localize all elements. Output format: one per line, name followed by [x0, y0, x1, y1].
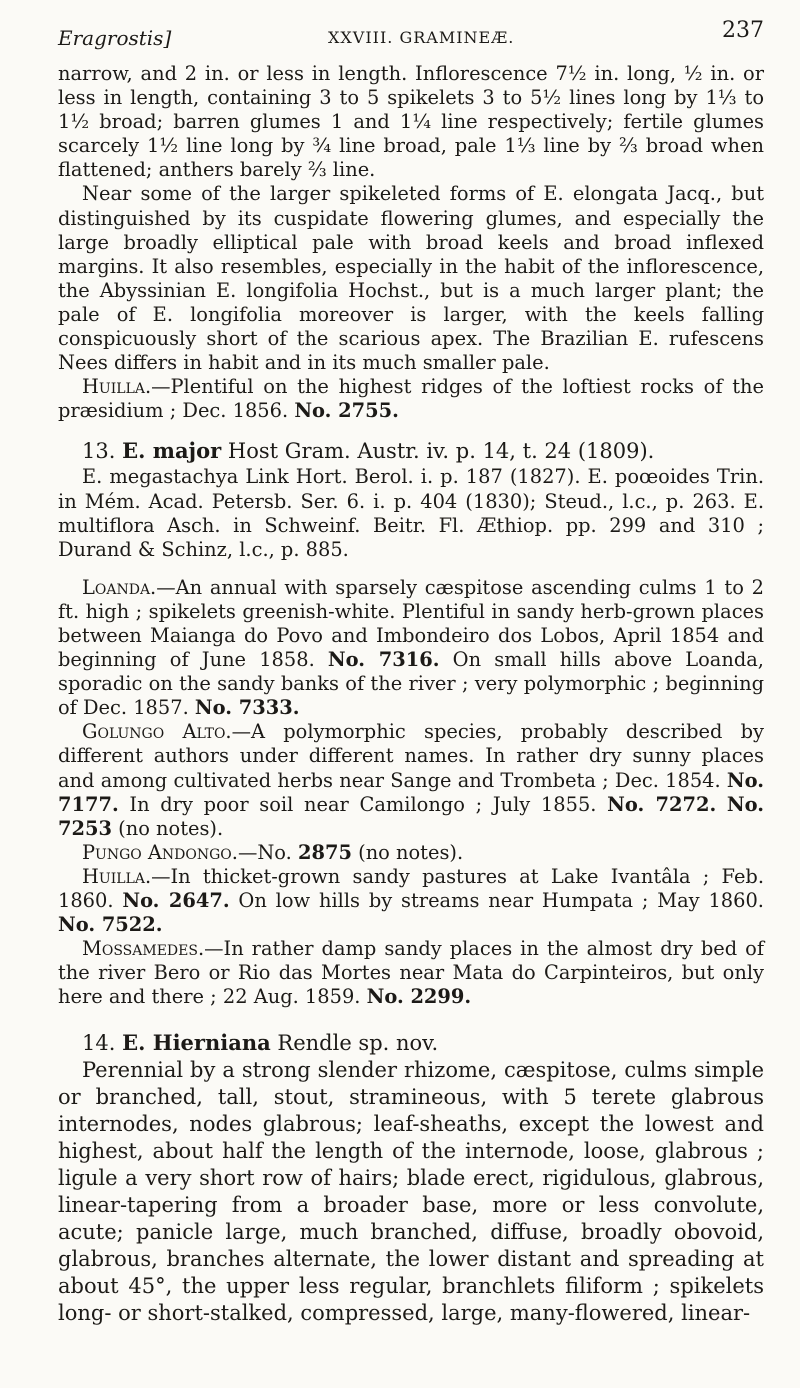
locality-name: Golungo Alto. [82, 720, 232, 744]
species-number: 13. [82, 439, 116, 464]
locality-pungo-andongo [58, 841, 764, 865]
locality-golungo-alto [58, 720, 764, 840]
specimen-number: No. 7177. [58, 768, 764, 816]
locality-text: —An annual with sparsely cæspitose ascending culms 1 to 2 ft. high ; spikelets greenish-white. Plentiful in sandy herb-grown places between Maianga do Povo and Imbondeiro dos Lobos, April 1854 and beginning of June 1858. [58, 575, 764, 672]
locality-name: Huilla. [82, 864, 152, 888]
page-number: 237 [722, 18, 764, 43]
locality-text: —In thicket-grown sandy pastures at Lake Ivantâla ; Feb. 1860. [58, 864, 764, 912]
specimen-number: 2875 [297, 840, 352, 864]
locality-text: On low hills by streams near Humpata ; May 1860. [238, 889, 764, 912]
specimen-number: No. 2299. [366, 985, 472, 1009]
species-number: 14. [82, 1031, 116, 1056]
locality-huilla-2 [58, 865, 764, 937]
affinity-note: Near some of the larger spikeleted forms of E. elongata Jacq., but distinguished by its cuspidate flowering glumes, and especially the large broadly elliptical pale with broad keels and broad inflexed margins. It also resembles, especially in the habit of the inflorescence, the Abyssinian E. longifolia Hochst., but is a much larger plant; the pale of E. longifolia moreover is larger, with the keels falling conspicuously short of the scarious apex. The Brazilian E. rufescens Nees differs in habit and in its much smaller pale. [58, 182, 764, 375]
locality-text: —In rather damp sandy places in the almost dry bed of the river Bero or Rio das Mortes near Mata do Carpinteiros, but only here and there ; 22 Aug. 1859. [58, 937, 764, 1009]
species-authority: Host Gram. Austr. iv. p. 14, t. 24 (1809). [227, 439, 655, 464]
specimen-number: No. 7272. [607, 792, 717, 816]
running-head-family: XXVIII. GRAMINEÆ. [328, 28, 515, 47]
locality-name: Loanda. [82, 575, 157, 599]
specimen-number: No. 7316. [327, 648, 440, 672]
locality-name: Pungo Andongo. [82, 840, 238, 864]
locality-mossamedes [58, 937, 764, 1009]
locality-text: On small hills above Loanda, sporadic on the sandy banks of the river ; very polymorphic ; beginning of Dec. 1857. [58, 648, 764, 720]
locality-text: —No. [237, 840, 292, 864]
specimen-number: No. 7522. [58, 913, 163, 937]
specimen-number: No. 2647. [122, 889, 230, 912]
locality-name: Mossamedes. [82, 937, 205, 961]
locality-text: (no notes). [358, 840, 464, 864]
specimen-number: No. 2755. [294, 399, 399, 423]
locality-huilla-1 [58, 375, 764, 423]
specimen-number: No. 7253 [58, 792, 764, 840]
description-continued: narrow, and 2 in. or less in length. Inflorescence 7½ in. long, ½ in. or less in length, containing 3 to 5 spikelets 3 to 5½ lines long by 1⅓ to 1½ broad; barren glumes 1 and 1¼ line respectively; fertile glumes scarcely 1½ line long by ¾ line broad, pale 1⅓ line by ⅔ broad when flattened; anthers barely ⅔ line. [58, 62, 764, 182]
species-14-heading [58, 1029, 764, 1057]
page-body [58, 62, 764, 1327]
locality-text: In dry poor soil near Camilongo ; July 1855. [129, 792, 597, 816]
running-header [58, 18, 764, 58]
locality-text: —A polymorphic species, probably described by different authors under different names. In rather dry sunny places and among cultivated herbs near Sange and Trombeta ; Dec. 1854. [58, 720, 764, 792]
running-head-genus: Eragrostis] [58, 26, 172, 50]
species-name: E. major [122, 438, 222, 464]
locality-name: Huilla. [82, 375, 152, 399]
species-name: E. Hierniana [122, 1030, 271, 1056]
species-13-synonyms: E. megastachya Link Hort. Berol. i. p. 187 (1827). E. poœoides Trin. in Mém. Acad. Petersb. Ser. 6. i. p. 404 (1830); Steud., l.c., p. 263. E. multiflora Asch. in Schweinf. Beitr. Fl. Æthiop. pp. 299 and 310 ; Durand & Schinz, l.c., p. 885. [58, 465, 764, 561]
locality-text: —Plentiful on the highest ridges of the loftiest rocks of the præsidium ; Dec. 1856. [58, 375, 764, 423]
locality-text: (no notes). [118, 816, 224, 840]
species-authority: Rendle sp. nov. [277, 1031, 439, 1056]
specimen-number: No. 7333. [194, 696, 300, 720]
species-13-heading [58, 437, 764, 465]
species-14-description: Perennial by a strong slender rhizome, cæspitose, culms simple or branched, tall, stout, stramineous, with 5 terete glabrous internodes, nodes glabrous; leaf-sheaths, except the lowest and highest, about half the length of the internode, loose, glabrous ; ligule a very short row of hairs; blade erect, rigidulous, glabrous, linear-tapering from a broader base, more or less convolute, acute; panicle large, much branched, diffuse, broadly obovoid, glabrous, branches alternate, the lower distant and spreading at about 45°, the upper less regular, branchlets filiform ; spikelets long- or short-stalked, compressed, large, many-flowered, linear- [58, 1058, 764, 1326]
locality-loanda [58, 576, 764, 721]
